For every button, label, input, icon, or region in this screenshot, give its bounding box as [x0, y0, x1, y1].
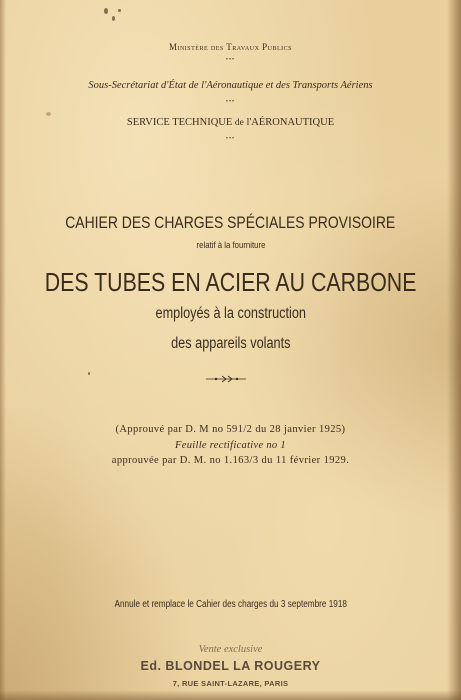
ministry-heading: Ministère des Travaux Publics	[168, 42, 293, 52]
title-line-1-text: CAHIER DES CHARGES SPÉCIALES PROVISOIRE	[65, 213, 396, 232]
approval-line-1: (Approuvé par D. M no 591/2 du 28 janvier 1925)	[115, 424, 346, 435]
title-line-1	[0, 213, 461, 233]
approval-line-2: Feuille rectificative no 1	[175, 440, 286, 451]
service-heading-prefix: SERVICE TECHNIQUE	[126, 117, 233, 128]
ink-stain	[104, 8, 108, 14]
stamp-line-1: Vente exclusive	[198, 644, 263, 655]
title-line-3-text: DES TUBES EN ACIER AU CARBONE	[44, 267, 417, 297]
separator-dots: •••	[225, 136, 236, 142]
ink-stain	[118, 9, 121, 12]
title-line-2-text: relatif à la fourniture	[196, 240, 265, 251]
separator-dots: •••	[225, 57, 236, 63]
arrow-flourish-icon	[204, 374, 248, 384]
service-heading-suffix: l'AÉRONAUTIQUE	[246, 117, 335, 128]
service-heading	[0, 117, 461, 128]
title-line-3	[0, 267, 461, 298]
title-line-4	[0, 305, 461, 323]
title-line-5-text: des appareils volants	[170, 335, 291, 352]
ink-stain	[46, 112, 51, 116]
title-line-4-text: employés à la construction	[155, 305, 306, 322]
service-heading-de: de	[234, 118, 244, 128]
title-line-5	[0, 335, 461, 353]
replacement-note	[0, 599, 461, 610]
ink-stain	[88, 372, 90, 375]
ink-stain	[112, 16, 115, 21]
sub-secretariat-heading: Sous-Secrétariat d'État de l'Aéronautique et des Transports Aériens	[88, 80, 373, 91]
replacement-note-text: Annule et remplace le Cahier des charges du 3 septembre 1918	[114, 599, 347, 610]
separator-dots: •••	[225, 99, 236, 105]
approval-line-3: approuvée par D. M. no 1.163/3 du 11 février 1929.	[111, 455, 350, 466]
stamp-line-2: Ed. BLONDEL LA ROUGERY	[140, 659, 321, 673]
title-line-2	[0, 240, 461, 251]
stamp-line-3: 7, RUE SAINT-LAZARE, PARIS	[172, 679, 289, 688]
paper-edge-bottom	[0, 690, 461, 700]
